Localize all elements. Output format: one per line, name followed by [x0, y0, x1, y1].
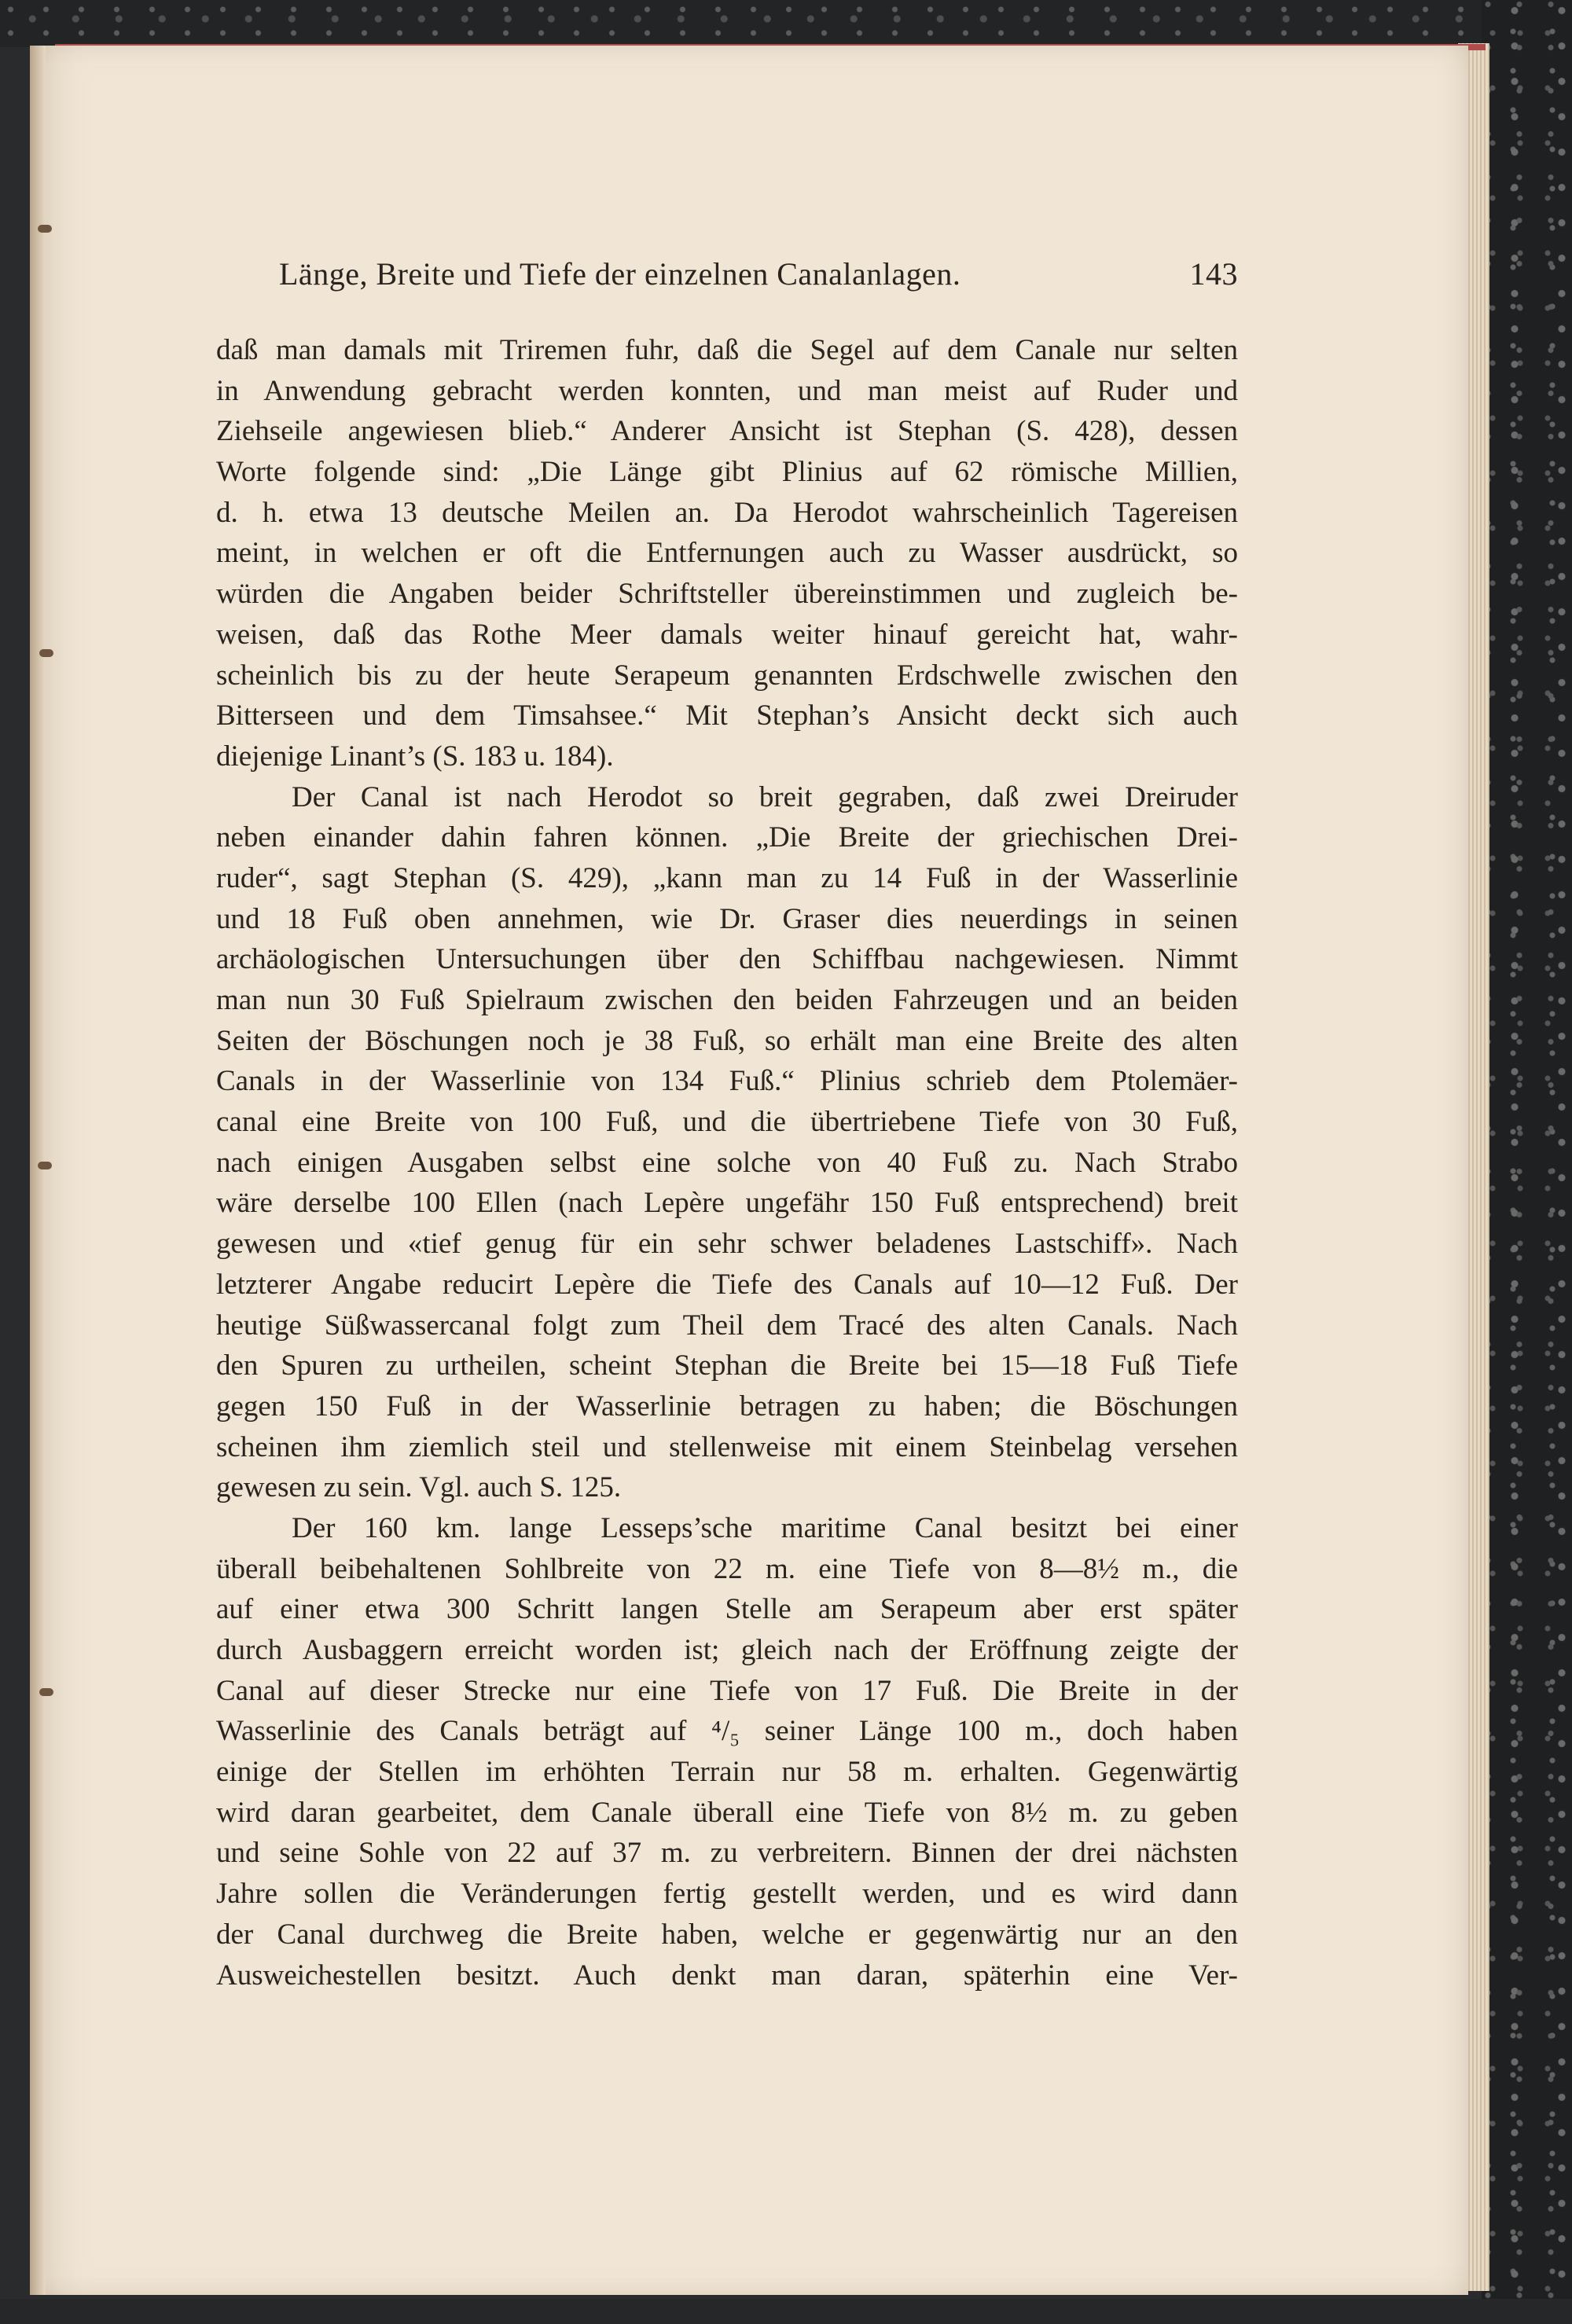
text-line: und 18 Fuß oben annehmen, wie Dr. Graser dies neuerdings in seinen	[216, 902, 1238, 935]
text-line: und seine Sohle von 22 auf 37 m. zu verbreitern. Binnen der drei nächsten	[216, 1837, 1238, 1870]
text-line: der Canal durchweg die Breite haben, welche er gegenwärtig nur an den	[216, 1918, 1238, 1951]
text-line: letzterer Angabe reducirt Lepère die Tiefe des Canals auf 10—12 Fuß. Der	[216, 1268, 1238, 1301]
text-line: einige der Stellen im erhöhten Terrain nur 58 m. erhalten. Gegenwärtig	[216, 1756, 1238, 1789]
text-line: den Spuren zu urtheilen, scheint Stephan die Breite bei 15—18 Fuß Tiefe	[216, 1349, 1238, 1382]
text-line: würden die Angaben beider Schriftsteller übereinstimmen und zugleich be-	[216, 578, 1238, 611]
text-line: diejenige Linant’s (S. 183 u. 184).	[216, 740, 614, 773]
text-line: überall beibehaltenen Sohlbreite von 22 m. eine Tiefe von 8—8½ m., die	[216, 1552, 1238, 1585]
text-line: Canals in der Wasserlinie von 134 Fuß.“ Plinius schrieb dem Ptolemäer-	[216, 1065, 1238, 1098]
text-line: Ausweichestellen besitzt. Auch denkt man daran, späterhin eine Ver-	[216, 1959, 1238, 1992]
text-line: ruder“, sagt Stephan (S. 429), „kann man zu 14 Fuß in der Wasserlinie	[216, 861, 1238, 894]
text-line: man nun 30 Fuß Spielraum zwischen den beiden Fahrzeugen und an beiden	[216, 984, 1238, 1016]
text-line: nach einigen Ausgaben selbst eine solche von 40 Fuß zu. Nach Strabo	[216, 1146, 1238, 1179]
running-header	[279, 255, 1238, 295]
text-line: in Anwendung gebracht werden konnten, und man meist auf Ruder und	[216, 374, 1238, 407]
text-line: daß man damals mit Triremen fuhr, daß die Segel auf dem Canale nur selten	[216, 334, 1238, 366]
header-title: Länge, Breite und Tiefe der einzelnen Canalanlagen.	[279, 256, 961, 292]
text-line: Jahre sollen die Veränderungen fertig gestellt werden, und es wird dann	[216, 1878, 1238, 1911]
text-line: Der 160 km. lange Lesseps’sche maritime Canal besitzt bei einer	[292, 1511, 1238, 1544]
text-line: Seiten der Böschungen noch je 38 Fuß, so erhält man eine Breite des alten	[216, 1024, 1238, 1057]
text-line: meint, in welchen er oft die Entfernungen auch zu Wasser ausdrückt, so	[216, 537, 1238, 570]
text-line: heutige Süßwassercanal folgt zum Theil dem Tracé des alten Canals. Nach	[216, 1309, 1238, 1342]
text-line: Der Canal ist nach Herodot so breit gegraben, daß zwei Dreiruder	[292, 780, 1238, 813]
text-line: Wasserlinie des Canals beträgt auf ⁴/₅ seiner Länge 100 m., doch haben	[216, 1715, 1238, 1748]
text-line: wäre derselbe 100 Ellen (nach Lepère ungefähr 150 Fuß entsprechend) breit	[216, 1187, 1238, 1220]
text-line: Ziehseile angewiesen blieb.“ Anderer Ansicht ist Stephan (S. 428), dessen	[216, 415, 1238, 448]
text-line: Worte folgende sind: „Die Länge gibt Plinius auf 62 römische Millien,	[216, 456, 1238, 489]
book-cover-bottom	[0, 2299, 1572, 2324]
binding-stitch	[39, 649, 53, 657]
book-cover-top	[0, 0, 1572, 47]
binding-stitch	[38, 1162, 52, 1169]
binding-stitch	[39, 1688, 53, 1696]
text-line: gewesen und «tief genug für ein sehr schwer beladenes Lastschiff». Nach	[216, 1228, 1238, 1261]
text-line: scheinlich bis zu der heute Serapeum genannten Erdschwelle zwischen den	[216, 659, 1238, 692]
text-line: neben einander dahin fahren können. „Die Breite der griechischen Drei-	[216, 821, 1238, 854]
text-line: Canal auf dieser Strecke nur eine Tiefe von 17 Fuß. Die Breite in der	[216, 1674, 1238, 1707]
text-line: canal eine Breite von 100 Fuß, und die übertriebene Tiefe von 30 Fuß,	[216, 1106, 1238, 1139]
text-line: durch Ausbaggern erreicht worden ist; gleich nach der Eröffnung zeigte der	[216, 1634, 1238, 1666]
text-line: wird daran gearbeitet, dem Canale überall eine Tiefe von 8½ m. zu geben	[216, 1796, 1238, 1829]
book-cover-right	[1482, 0, 1572, 2324]
text-line: archäologischen Untersuchungen über den Schiffbau nachgewiesen. Nimmt	[216, 943, 1238, 976]
text-line: Bitterseen und dem Timsahsee.“ Mit Stephan’s Ansicht deckt sich auch	[216, 699, 1238, 732]
text-line: d. h. etwa 13 deutsche Meilen an. Da Herodot wahrscheinlich Tagereisen	[216, 496, 1238, 529]
text-line: scheinen ihm ziemlich steil und stellenweise mit einem Steinbelag versehen	[216, 1430, 1238, 1463]
text-line: gewesen zu sein. Vgl. auch S. 125.	[216, 1471, 622, 1504]
binding-stitch	[38, 225, 52, 233]
binding-gutter	[30, 46, 46, 2295]
body-text	[216, 330, 1238, 1995]
text-line: auf einer etwa 300 Schritt langen Stelle am Serapeum aber erst später	[216, 1593, 1238, 1626]
text-line: weisen, daß das Rothe Meer damals weiter hinauf gereicht hat, wahr-	[216, 618, 1238, 651]
page-number: 143	[1189, 256, 1238, 292]
text-line: gegen 150 Fuß in der Wasserlinie betragen zu haben; die Böschungen	[216, 1390, 1238, 1423]
